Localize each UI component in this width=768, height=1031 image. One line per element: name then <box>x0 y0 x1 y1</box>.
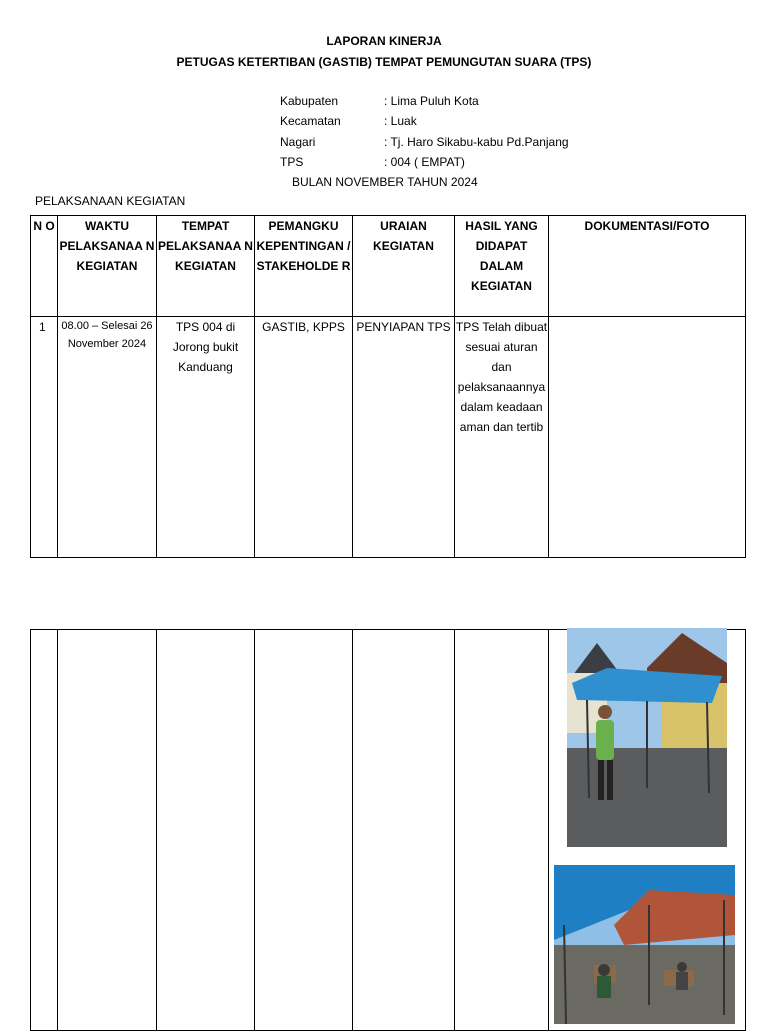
header-no: N O <box>31 216 58 317</box>
cell-pemangku: GASTIB, KPPS <box>255 317 353 558</box>
tps-tent-setup-photo <box>567 628 727 847</box>
empty-cell <box>58 630 157 1031</box>
meta-value: : 004 ( EMPAT) <box>384 154 465 169</box>
cell-dokumentasi <box>549 317 746 558</box>
cell-hasil: TPS Telah dibuat sesuai aturan dan pelaksanaannya dalam keadaan aman dan tertib <box>455 317 549 558</box>
meta-value: : Lima Puluh Kota <box>384 94 479 108</box>
meta-value: : Luak <box>384 114 417 129</box>
header-tempat: TEMPAT PELAKSANAA N KEGIATAN <box>157 216 255 317</box>
cell-waktu: 08.00 – Selesai 26 November 2024 <box>58 317 157 558</box>
meta-label: TPS <box>280 154 304 169</box>
empty-cell <box>31 630 58 1031</box>
photo-image <box>554 865 735 1024</box>
empty-cell <box>255 630 353 1031</box>
header-hasil: HASIL YANG DIDAPAT DALAM KEGIATAN <box>455 216 549 317</box>
meta-label: Nagari <box>280 134 316 149</box>
activity-table <box>30 215 746 558</box>
tps-interior-photo <box>554 865 735 1024</box>
cell-uraian: PENYIAPAN TPS <box>353 317 455 558</box>
empty-cell <box>455 630 549 1031</box>
cell-no: 1 <box>31 317 58 558</box>
table-row <box>31 317 746 558</box>
header-uraian: URAIAN KEGIATAN <box>353 216 455 317</box>
cell-tempat: TPS 004 di Jorong bukit Kanduang <box>157 317 255 558</box>
section-title: PELAKSANAAN KEGIATAN <box>35 194 186 208</box>
report-subtitle: PETUGAS KETERTIBAN (GASTIB) TEMPAT PEMUNGUTAN SUARA (TPS) <box>176 55 592 69</box>
meta-value: : Tj. Haro Sikabu-kabu Pd.Panjang <box>384 134 569 149</box>
report-title: LAPORAN KINERJA <box>326 34 442 48</box>
photo-image <box>567 628 727 847</box>
table-header-row <box>31 216 746 317</box>
empty-cell <box>157 630 255 1031</box>
report-period: BULAN NOVEMBER TAHUN 2024 <box>292 175 478 189</box>
meta-label: Kecamatan <box>280 114 341 129</box>
meta-label: Kabupaten <box>280 94 339 108</box>
header-dokumentasi: DOKUMENTASI/FOTO <box>549 216 746 317</box>
header-pemangku: PEMANGKU KEPENTINGAN / STAKEHOLDE R <box>255 216 353 317</box>
header-waktu: WAKTU PELAKSANAA N KEGIATAN <box>58 216 157 317</box>
empty-cell <box>353 630 455 1031</box>
